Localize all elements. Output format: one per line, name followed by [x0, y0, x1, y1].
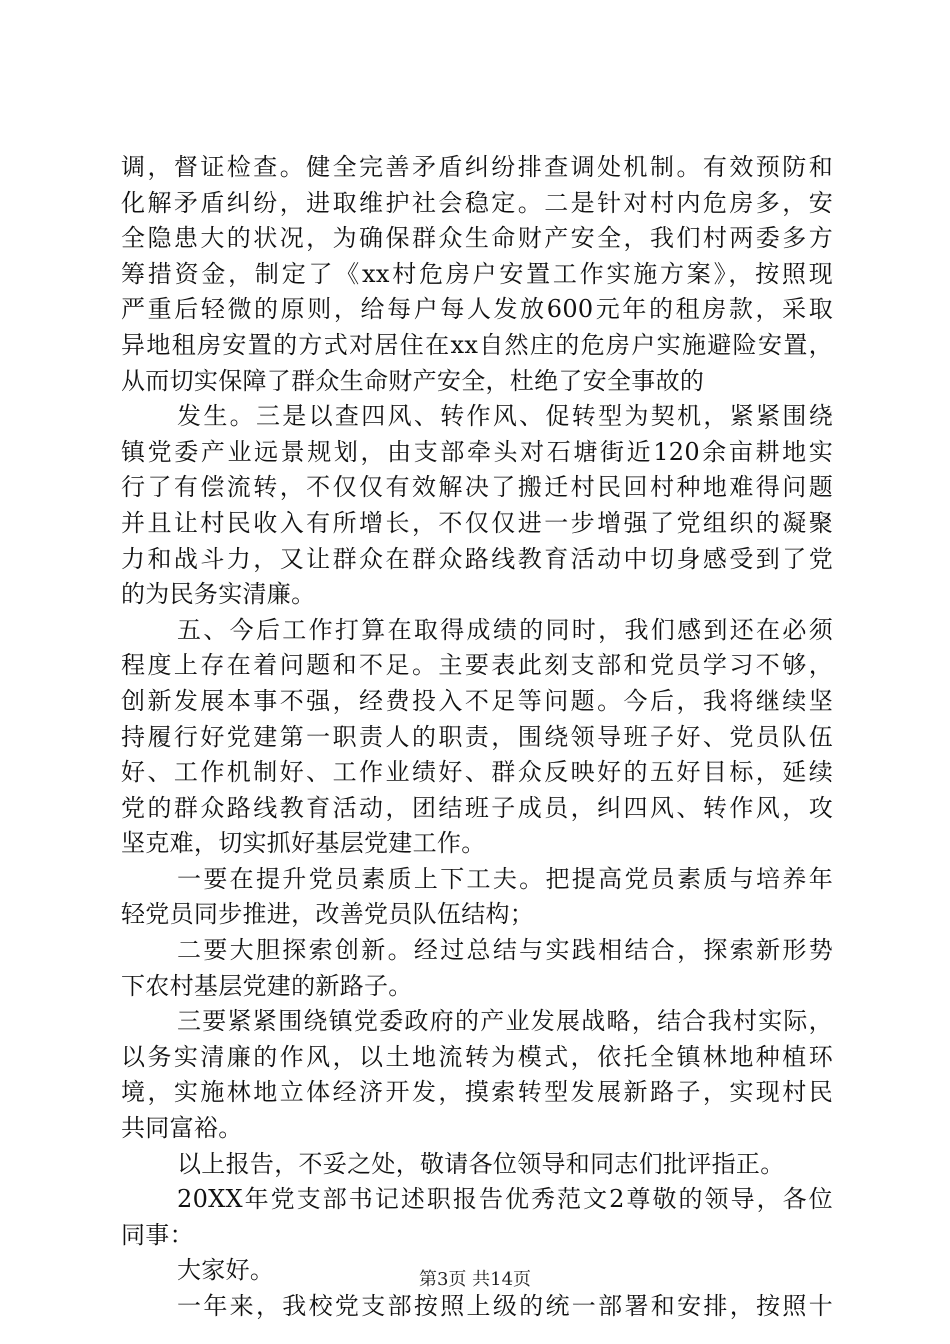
text-line: 异地租房安置的方式对居住在xx自然庄的危房户实施避险安置， [121, 330, 833, 359]
text-line: 共同富裕。 [121, 1114, 243, 1143]
text-line: 从而切实保障了群众生命财产安全，杜绝了安全事故的 [121, 366, 705, 395]
document-body [121, 150, 833, 1325]
text-line: 轻党员同步推进，改善党员队伍结构； [121, 900, 535, 929]
text-line: 境，实施林地立体经济开发，摸索转型发展新路子，实现村民 [121, 1078, 833, 1107]
text-line: 坚克难，切实抓好基层党建工作。 [121, 829, 486, 858]
text-line: 三要紧紧围绕镇党委政府的产业发展战略，结合我村实际， [177, 1007, 833, 1036]
text-line: 下农村基层党建的新路子。 [121, 971, 413, 1000]
text-line: 发生。三是以查四风、转作风、促转型为契机，紧紧围绕 [177, 402, 833, 431]
text-line: 大家好。 [177, 1256, 275, 1285]
text-line: 调，督证检查。健全完善矛盾纠纷排查调处机制。有效预防和 [121, 153, 833, 181]
text-line: 化解矛盾纠纷，进取维护社会稳定。二是针对村内危房多，安 [121, 188, 833, 217]
page-footer: 第3页 共14页 [418, 1269, 532, 1290]
text-line: 好、工作机制好、工作业绩好、群众反映好的五好目标，延续 [121, 758, 833, 787]
text-line: 持履行好党建第一职责人的职责，围绕领导班子好、党员队伍 [121, 722, 833, 751]
text-line: 以上报告，不妥之处，敬请各位领导和同志们批评指正。 [177, 1149, 785, 1178]
text-line: 行了有偿流转，不仅仅有效解决了搬迁村民回村种地难得问题 [121, 473, 833, 502]
text-line: 程度上存在着问题和不足。主要表此刻支部和党员学习不够， [121, 651, 833, 680]
text-line: 以务实清廉的作风，以土地流转为模式，依托全镇林地种植环 [121, 1042, 833, 1071]
text-line: 20XX年党支部书记述职报告优秀范文2尊敬的领导，各位 [177, 1185, 833, 1214]
text-line: 同事： [121, 1220, 194, 1249]
text-line: 的为民务实清廉。 [121, 580, 316, 609]
text-line: 创新发展本事不强，经费投入不足等问题。今后，我将继续坚 [121, 686, 833, 715]
text-line: 五、今后工作打算在取得成绩的同时，我们感到还在必须 [177, 615, 833, 644]
text-line: 一要在提升党员素质上下工夫。把提高党员素质与培养年 [177, 864, 833, 893]
text-line: 力和战斗力，又让群众在群众路线教育活动中切身感受到了党 [121, 544, 833, 573]
text-line: 党的群众路线教育活动，团结班子成员，纠四风、转作风，攻 [121, 793, 833, 822]
text-line: 镇党委产业远景规划，由支部牵头对石塘街近120余亩耕地实 [121, 437, 833, 466]
text-line: 二要大胆探索创新。经过总结与实践相结合，探索新形势 [177, 936, 833, 965]
text-line: 筹措资金，制定了《xx村危房户安置工作实施方案》，按照现 [121, 259, 833, 288]
text-line: 并且让村民收入有所增长，不仅仅进一步增强了党组织的凝聚 [121, 508, 833, 537]
text-line: 全隐患大的状况，为确保群众生命财产安全，我们村两委多方 [121, 224, 833, 253]
text-line: 严重后轻微的原则，给每户每人发放600元年的租房款，采取 [121, 295, 833, 324]
text-line: 一年来，我校党支部按照上级的统一部署和安排，按照十 [177, 1292, 833, 1320]
